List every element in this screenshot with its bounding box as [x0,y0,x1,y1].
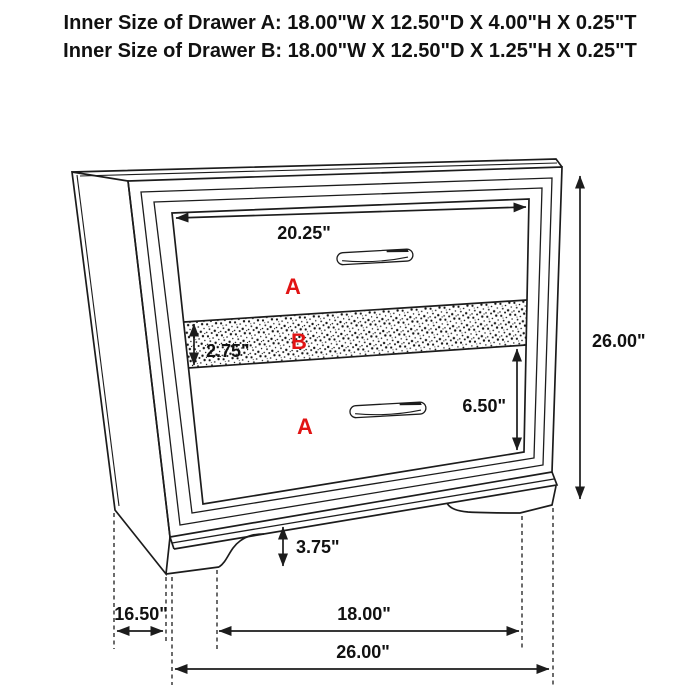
header-line-drawer-b: Inner Size of Drawer B: 18.00"W X 12.50"D X 1.25"H X 0.25"T [63,40,637,62]
top-drawer-handle [337,249,414,265]
dim-band-height-label: 2.75" [206,341,250,361]
header-line-drawer-a: Inner Size of Drawer A: 18.00"W X 12.50"D X 4.00"H X 0.25"T [63,12,637,34]
right-bracket-foot [447,486,556,513]
dim-feet-span [219,604,519,631]
dim-feet-span-label: 18.00" [337,604,391,624]
base-rail [170,472,557,549]
dim-foot-height [283,527,340,566]
dim-bottom-drawer-height [462,349,517,450]
label-drawer-a-bottom: A [297,414,313,439]
label-drawer-b: B [291,329,307,354]
cabinet-line-art [72,159,562,574]
label-drawer-a-top: A [285,274,301,299]
dim-overall-width [175,642,549,669]
dim-overall-width-label: 26.00" [336,642,390,662]
side-panel [72,172,170,574]
left-bracket-foot [166,534,264,574]
dim-overall-height [580,176,646,499]
dim-overall-height-label: 26.00" [592,331,646,351]
dim-side-depth [114,604,168,631]
dim-opening-width [176,207,526,243]
dim-opening-width-label: 20.25" [277,223,331,243]
dim-foot-height-label: 3.75" [296,537,340,557]
dim-bottom-drawer-height-label: 6.50" [462,396,506,416]
dim-side-depth-label: 16.50" [114,604,168,624]
bottom-drawer-handle [350,402,427,418]
cabinet-top [72,159,562,176]
